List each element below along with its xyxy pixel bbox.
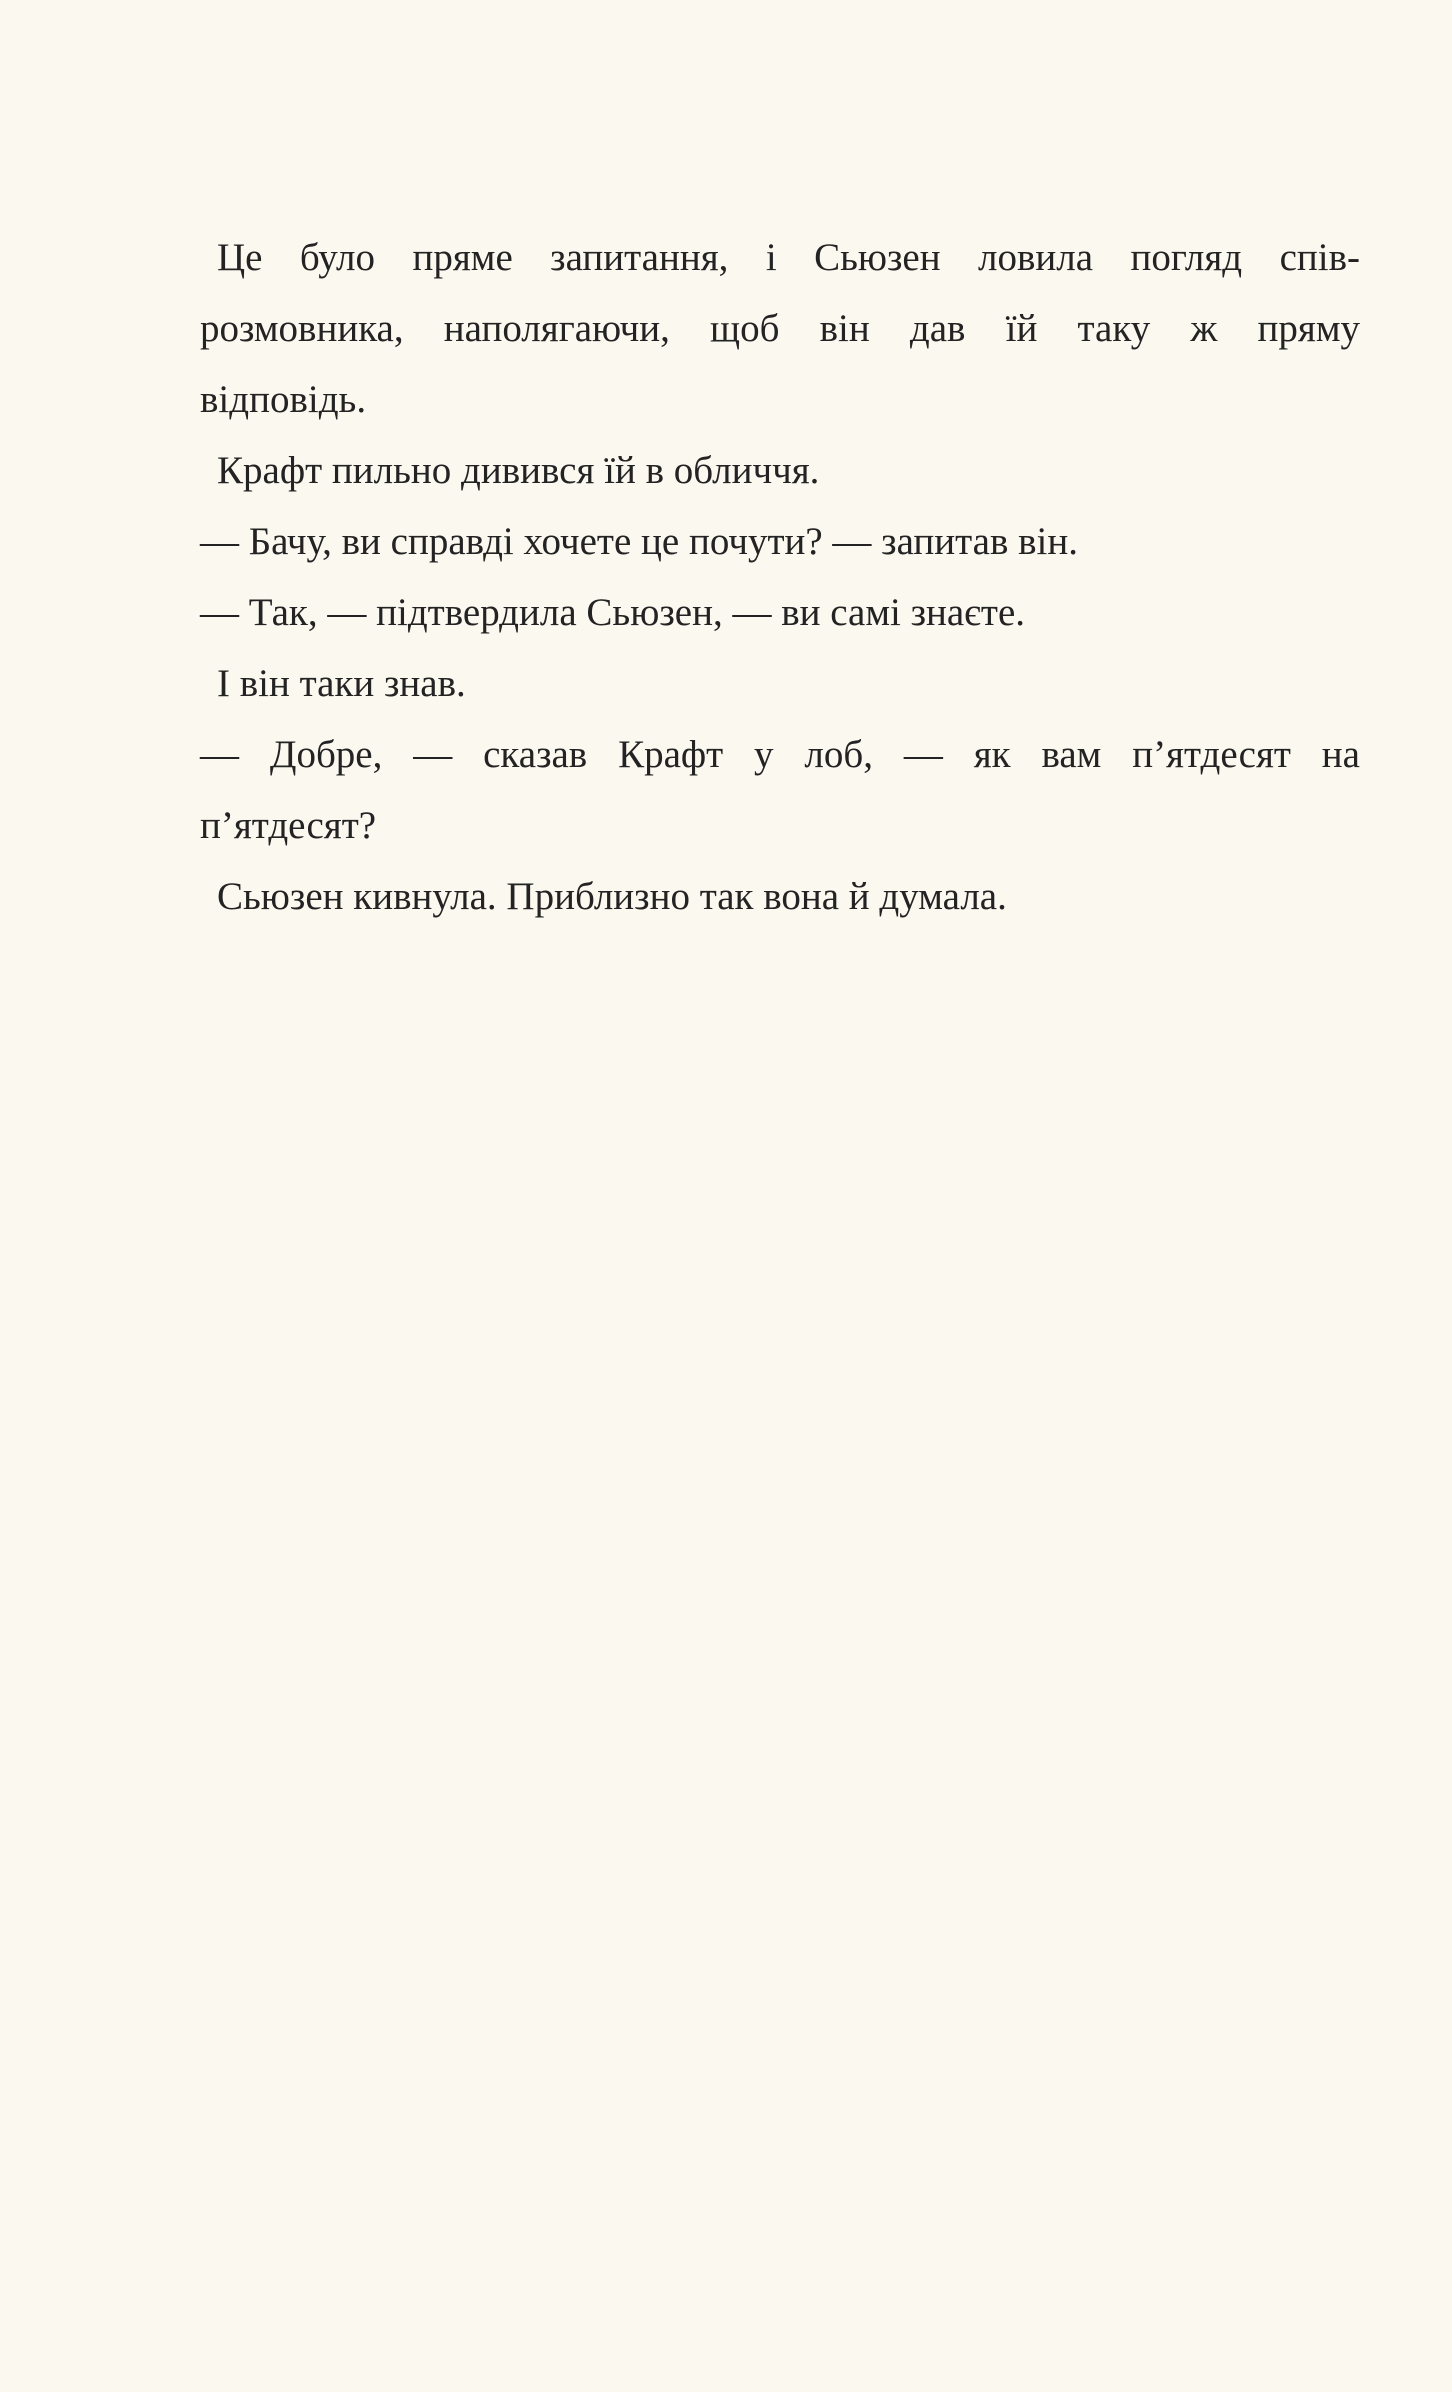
paragraph-4 [200, 577, 1360, 648]
text-line: п’ятдесят? [200, 804, 377, 847]
text-line: відповідь. [200, 378, 367, 421]
page-text [200, 222, 1360, 932]
text-line: Це було пряме запитання, і Сьюзен ловила погляд спів- [217, 236, 1360, 279]
text-line: — Добре, — сказав Крафт у лоб, — як вам п’ятдесят на [200, 733, 1360, 776]
paragraph-2 [200, 435, 1360, 506]
paragraph-3 [200, 506, 1360, 577]
text-line: — Бачу, ви справді хочете це почути? — запитав він. [200, 520, 1078, 563]
text-line: — Так, — підтвердила Сьюзен, — ви самі знаєте. [200, 591, 1026, 634]
paragraph-1 [200, 222, 1360, 435]
text-line: розмовника, наполягаючи, щоб він дав їй таку ж пряму [200, 307, 1360, 350]
paragraph-7 [200, 861, 1360, 932]
text-line: Сьюзен кивнула. Приблизно так вона й думала. [217, 875, 1007, 918]
paragraph-5 [200, 648, 1360, 719]
text-line: Крафт пильно дивився їй в обличчя. [217, 449, 820, 492]
text-line: І він таки знав. [217, 662, 466, 705]
paragraph-6 [200, 719, 1360, 861]
